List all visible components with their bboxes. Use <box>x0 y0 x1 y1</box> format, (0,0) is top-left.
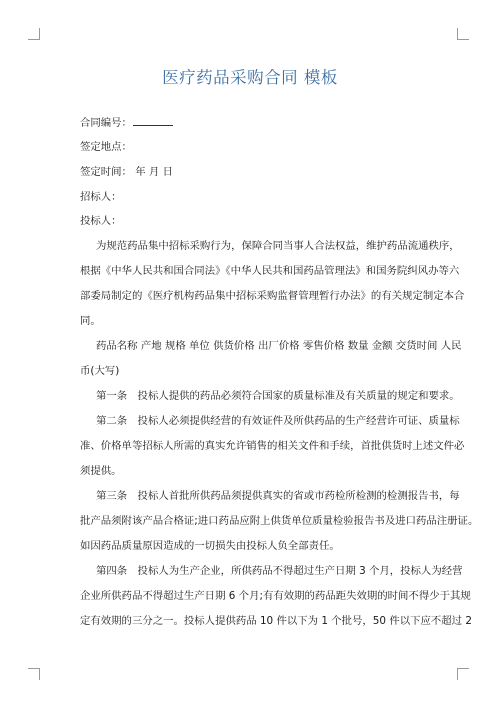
clause-4-line: 第四条 投标人为生产企业，所供药品不得超过生产日期 3 个月，投标人为经营 <box>96 565 463 577</box>
crop-mark-bottom-left <box>28 668 40 680</box>
body-line: 同。 <box>80 315 101 327</box>
body-line: 根据《中华人民共和国合同法》《中华人民共和国药品管理法》和国务院纠风办等六 <box>80 265 460 277</box>
crop-mark-top-right <box>457 28 469 40</box>
clause-2-line: 准、价格单等招标人所需的真实允许销售的相关文件和手续，首批供货时上述文件必 <box>80 440 465 452</box>
contract-number-blank[interactable] <box>133 116 173 126</box>
clause-3-line: 如因药品质量原因造成的一切损失由投标人负全部责任。 <box>80 540 340 552</box>
clause-3-line: 批产品须附该产品合格证;进口药品应附上供货单位质量检验报告书及进口药品注册证。 <box>80 515 479 527</box>
clause-3-line: 第三条 投标人首批所供药品须提供真实的省或市药检所检测的检测报告书，每 <box>96 490 460 502</box>
contract-number-row <box>80 116 442 130</box>
sign-time-label: 签定时间： 年 月 日 <box>80 166 174 178</box>
contract-number-label: 合同编号： <box>80 117 132 129</box>
clause-4-line: 定有效期的三分之一。投标人提供药品 10 件以下为 1 个批号，50 件以下应不超过 2 <box>80 615 472 627</box>
document-title: 医疗药品采购合同 模板 <box>162 68 338 87</box>
clause-2-line: 第二条 投标人必须提供经营的有效证件及所供药品的生产经营许可证、质量标 <box>96 415 460 427</box>
crop-mark-bottom-right <box>457 668 469 680</box>
clause-1-line: 第一条 投标人提供的药品必须符合国家的质量标准及有关质量的规定和要求。 <box>96 390 460 402</box>
clause-4-line: 企业所供药品不得超过生产日期 6 个月;有有效期的药品距失效期的时间不得少于其规 <box>80 590 471 602</box>
body-line: 药品名称 产地 规格 单位 供货价格 出厂价格 零售价格 数量 金额 交货时间 人民 <box>96 340 462 352</box>
bidder-label: 投标人： <box>80 215 122 227</box>
sign-place-label: 签定地点： <box>80 141 132 153</box>
body-line: 部委局制定的《医疗机构药品集中招标采购监督管理暂行办法》的有关规定制定本合 <box>80 290 465 302</box>
body-line: 币(大写) <box>80 365 120 377</box>
body-line: 为规范药品集中招标采购行为，保障合同当事人合法权益，维护药品流通秩序， <box>96 240 460 252</box>
crop-mark-top-left <box>28 28 40 40</box>
clause-2-line: 须提供。 <box>80 465 122 477</box>
tenderer-label: 招标人： <box>80 191 122 203</box>
